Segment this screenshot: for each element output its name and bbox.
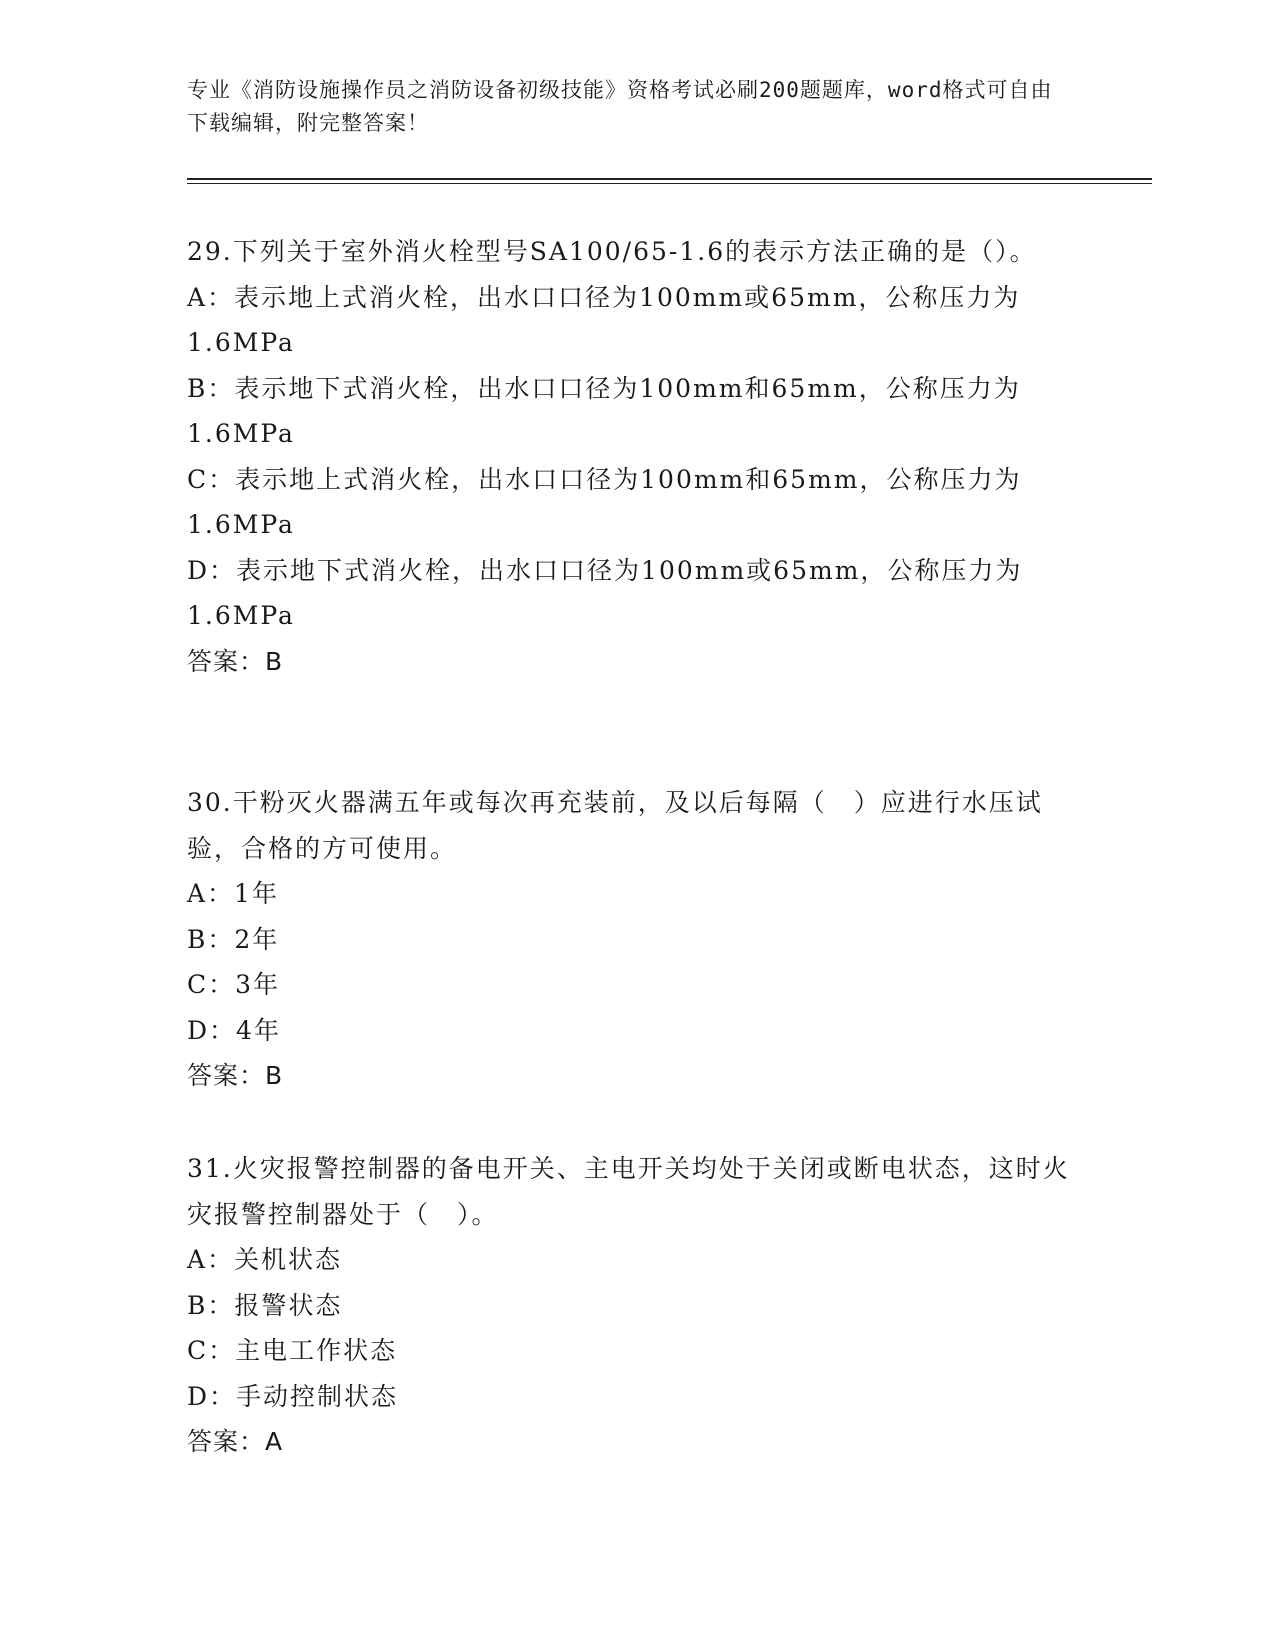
header-divider-thin: [187, 183, 1152, 184]
answer-line: 答案：A: [187, 1427, 284, 1456]
option-a: A：表示地上式消火栓，出水口口径为100mm或65mm，公称压力为1.6MPa: [187, 282, 1021, 357]
document-header: 专业《消防设施操作员之消防设备初级技能》资格考试必刷200题题库，word格式可自由下载编辑，附完整答案！: [187, 78, 1053, 135]
option-c: C：主电工作状态: [187, 1336, 398, 1365]
option-b: B：表示地下式消火栓，出水口口径为100mm和65mm，公称压力为1.6MPa: [187, 373, 1021, 448]
option-b: B：报警状态: [187, 1290, 343, 1320]
option-c: C：3年: [187, 970, 281, 999]
option-d: D：表示地下式消火栓，出水口口径为100mm或65mm，公称压力为1.6MPa: [187, 555, 1023, 630]
question-stem: 30.干粉灭火器满五年或每次再充装前，及以后每隔（ ）应进行水压试验，合格的方可使用。: [187, 788, 1043, 863]
option-b: B：2年: [187, 924, 280, 954]
answer-line: 答案：B: [187, 646, 284, 676]
option-a: A：1年: [187, 879, 279, 908]
answer-line: 答案：B: [187, 1061, 284, 1090]
option-d: D：手动控制状态: [187, 1381, 399, 1411]
question-stem: 29.下列关于室外消火栓型号SA100/65-1.6的表示方法正确的是（）。: [187, 237, 1037, 266]
option-c: C：表示地上式消火栓，出水口口径为100mm和65mm，公称压力为1.6MPa: [187, 464, 1022, 539]
question-stem: 31.火灾报警控制器的备电开关、主电开关均处于关闭或断电状态，这时火灾报警控制器处于（ ）。: [187, 1154, 1070, 1229]
question-31: [187, 1146, 1087, 1465]
question-29: [187, 229, 1087, 684]
question-30: [187, 780, 1087, 1099]
option-a: A：关机状态: [187, 1245, 343, 1274]
option-d: D：4年: [187, 1015, 281, 1045]
header-divider: [187, 178, 1152, 180]
